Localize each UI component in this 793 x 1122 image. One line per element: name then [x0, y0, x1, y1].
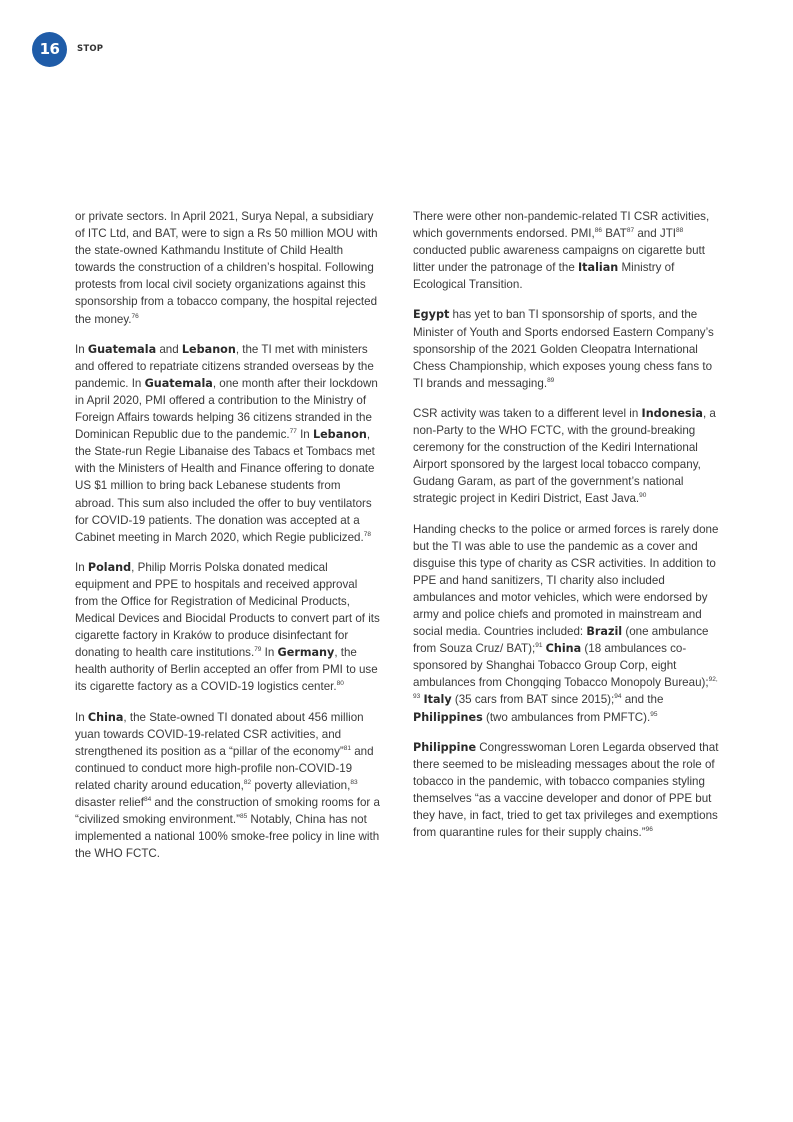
- country-germany: Germany: [277, 646, 335, 660]
- footnote-ref: 90: [639, 492, 647, 500]
- country-china: China: [545, 642, 582, 656]
- page-number-badge: 16: [32, 32, 67, 67]
- country-china: China: [87, 710, 124, 724]
- footnote-ref: 79: [254, 646, 262, 654]
- footnote-ref: 85: [239, 813, 248, 821]
- paragraph-indonesia: CSR activity was taken to a different level in Indonesia, a non-Party to the WHO FCTC, with the ground-breaking ceremony for the construction of the Kediri International Airport sponsored by the largest local tobacco company, Gudang Garam, as part of the government’s national strategic project in Kediri District, East Java.$^{90}$: [413, 406, 716, 506]
- running-title: STOP: [77, 44, 104, 54]
- footnote-ref: 77: [289, 428, 297, 436]
- paragraph-italy: There were other non-pandemic-related TI CSR activities, which governments endorsed. PMI,$^{86}$ BAT$^{87}$ and JTI$^{88}$ conducted public awareness campaigns on cigarette butt litter under the patronage of the Italian Ministry of Ecological Transition.: [413, 210, 710, 292]
- footnote-ref: 91: [535, 642, 543, 650]
- footnote-ref: 88: [676, 227, 684, 235]
- paragraph-china: In China, the State-owned TI donated about 456 million yuan towards COVID-19-related CSR activities, and strengthened its position as a “pillar of the economy”$^{81}$ and continued to conduct more high-profile non-COVID-19 related charity around education,$^{82}$ poverty alleviation,$^{83}$ disaster relief$^{84}$ and the construction of smoking rooms for a “civilized smoking environment.”$^{85}$ Notably, China has not implemented a national 100% smoke-free policy in line with the WHO FCTC.: [75, 710, 380, 861]
- footnote-ref: 78: [363, 530, 371, 538]
- left-column: [75, 208, 381, 875]
- country-lebanon: Lebanon: [181, 342, 236, 356]
- footnote-ref: 95: [650, 710, 658, 718]
- country-brazil: Brazil: [586, 625, 623, 639]
- footnote-ref: 82: [243, 778, 252, 786]
- paragraph-ambulances: Handing checks to the police or armed forces is rarely done but the TI was able to use the pandemic as a cover and disguise this type of charity as CSR activities. In addition to PPE and hand sanitizers, TI charity also included ambulances and motor vehicles, which were endorsed by army and police chiefs and promoted in mainstream and social media. Countries included: Brazil (one ambulance from Souza Cruz/ BAT);$^{91}$ China (18 ambulances co-sponsored by Shanghai Tobacco Group Corp, eight ambulances from Chongqing Tobacco Monopoly Bureau);$^{92, 93}$ Italy (35 cars from BAT since 2015);$^{94}$ and the Philippines (two ambulances from PMFTC).$^{95}$: [413, 522, 719, 724]
- paragraph-egypt: Egypt has yet to ban TI sponsorship of sports, and the Minister of Youth and Sports endorsed Eastern Company’s sponsorship of the 2021 Golden Cleopatra International Chess Championship, which exposes young chess fans to TI brands and messaging.$^{89}$: [413, 308, 714, 390]
- country-guatemala: Guatemala: [144, 376, 213, 390]
- country-philippine: Philippine: [413, 740, 477, 754]
- footnote-ref: 80: [336, 680, 344, 688]
- country-indonesia: Indonesia: [641, 406, 703, 420]
- footnote-ref: 83: [350, 778, 358, 786]
- country-italy: Italy: [423, 693, 452, 707]
- paragraph-guatemala-lebanon: In Guatemala and Lebanon, the TI met with ministers and offered to repatriate citizens stranded overseas by the pandemic. In Guatemala, one month after their lockdown in April 2020, PMI offered a contribution to the Ministry of Foreign Affairs towards helping 36 citizens stranded in the Dominican Republic due to the pandemic.$^{77}$ In Lebanon, the State-run Regie Libanaise des Tabacs et Tombacs met with the Ministers of Health and Finance offering to donate US $1 million to bring back Lebanese students from abroad. This sum also included the offer to buy ventilators for COVID-19 patients. The donation was accepted at a Cabinet meeting in March 2020, which Regie publicized.$^{78}$: [75, 342, 378, 544]
- footnote-ref: 81: [343, 744, 351, 752]
- paragraph-philippine-congresswoman: Philippine Congresswoman Loren Legarda observed that there seemed to be misleading messages about the role of tobacco in the pandemic, with tobacco companies styling themselves “as a vaccine developer and donor of PPE but they have, in fact, tried to get tax privileges and exemptions from quarantine rules for their supply chains.”$^{96}$: [413, 740, 719, 840]
- country-egypt: Egypt: [413, 308, 450, 322]
- country-italy: Italian: [578, 261, 619, 275]
- footnote-ref: 89: [547, 376, 555, 384]
- paragraph-nepal: or private sectors. In April 2021, Surya Nepal, a subsidiary of ITC Ltd, and BAT, were to sign a Rs 50 million MOU with the state-owned Kathmandu Institute of Child Health towards the construction of a children’s hospital. Following protests from local civil society organizations against this sponsorship from a tobacco company, the hospital rejected the money.$^{76}$: [75, 210, 378, 326]
- footnote-ref: 87: [626, 227, 635, 235]
- country-poland: Poland: [87, 560, 132, 574]
- footnote-ref: 94: [614, 693, 622, 701]
- footnote-ref: 84: [143, 796, 152, 803]
- footnote-ref: 86: [594, 227, 602, 235]
- footnote-ref: 76: [131, 312, 139, 320]
- paragraph-poland-germany: In Poland, Philip Morris Polska donated medical equipment and PPE to hospitals and received approval from the Office for Registration of Medicinal Products, Medical Devices and Biocidal Products to convert part of its cigarette factory in Kraków to produce disinfectant for donating to health care institutions.$^{79}$ In Germany, the health authority of Berlin accepted an offer from PMI to use its cigarette factory as a COVID-19 logistics center.$^{80}$: [75, 560, 380, 694]
- country-guatemala: Guatemala: [87, 342, 157, 356]
- footnote-ref: 92, 93: [413, 676, 718, 701]
- country-lebanon: Lebanon: [312, 428, 367, 442]
- footnote-ref: 96: [645, 826, 653, 834]
- country-philippines: Philippines: [413, 710, 483, 724]
- right-column: [413, 208, 719, 854]
